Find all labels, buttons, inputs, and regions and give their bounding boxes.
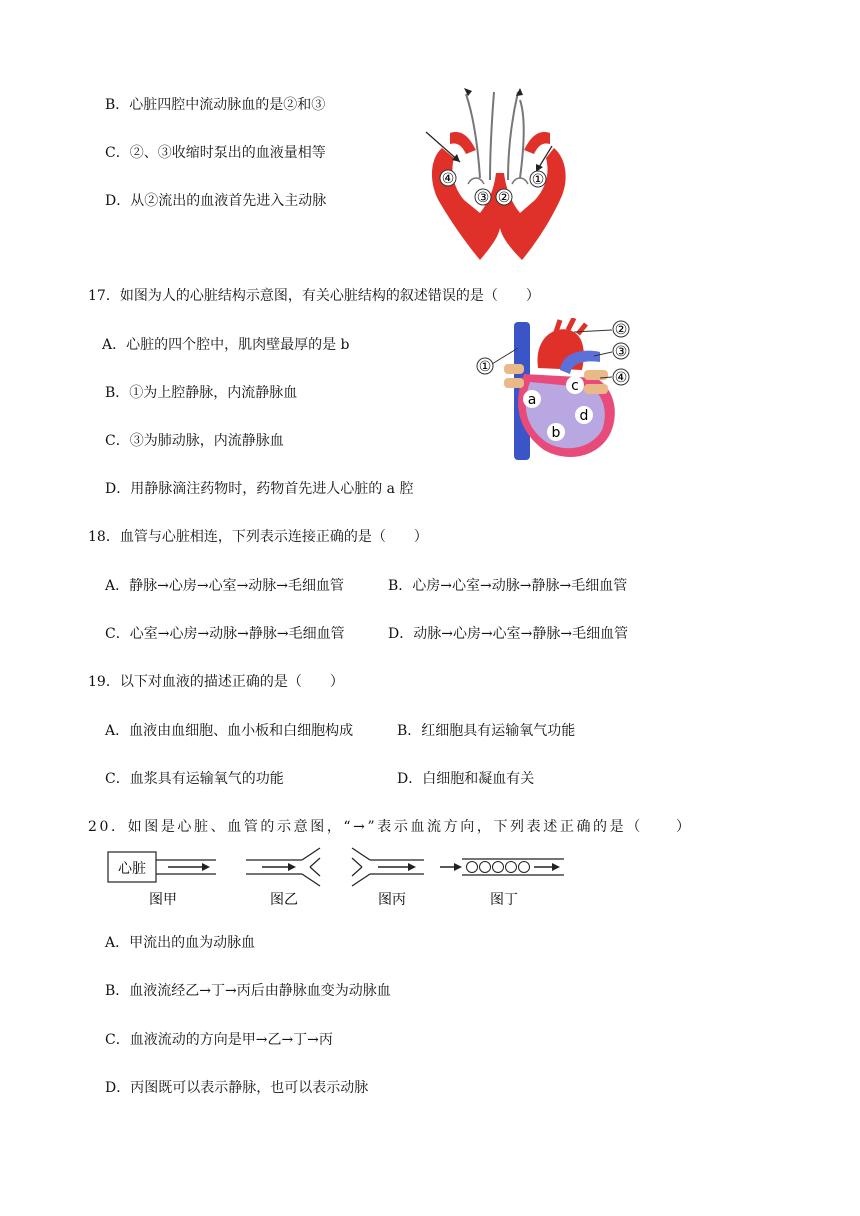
q16-label-3: ③ — [476, 190, 490, 206]
q19-stem: 19．以下对血液的描述正确的是（ ） — [88, 674, 344, 690]
q17-stem: 17．如图为人的心脏结构示意图，有关心脏结构的叙述错误的是（ ） — [88, 288, 540, 304]
q18-option-d: D．动脉→心房→心室→静脉→毛细血管 — [388, 626, 629, 642]
q16-option-b: B．心脏四腔中流动脉血的是②和③ — [105, 97, 326, 113]
q16-heart-figure — [420, 88, 580, 263]
q16-label-4: ④ — [441, 171, 455, 187]
q17-label-2: ② — [614, 322, 628, 338]
q18-stem: 18．血管与心脏相连，下列表示连接正确的是（ ） — [88, 529, 428, 545]
q20-stem: 20．如图是心脏、血管的示意图，“→”表示血流方向，下列表述正确的是（ ） — [88, 819, 693, 835]
q19-option-b: B．红细胞具有运输氧气功能 — [397, 723, 576, 739]
q17-option-b: B．①为上腔静脉，内流静脉血 — [105, 385, 298, 401]
q19-option-a: A．血液由血细胞、血小板和白细胞构成 — [105, 723, 354, 739]
q16-label-2: ② — [497, 190, 511, 206]
vessel-line-4 — [520, 100, 524, 178]
q16-option-c: C．②、③收缩时泵出的血液量相等 — [105, 145, 326, 161]
vessel-line-1 — [466, 94, 480, 178]
right-vessel-stub — [524, 132, 550, 154]
q20-option-d: D．丙图既可以表示静脉，也可以表示动脉 — [105, 1080, 369, 1096]
q16-option-d: D．从②流出的血液首先进入主动脉 — [105, 193, 327, 209]
q18-option-c: C．心室→心房→动脉→静脉→毛细血管 — [105, 626, 345, 642]
q17-option-c: C．③为肺动脉，内流静脉血 — [105, 433, 284, 449]
caption-ding: 图丁 — [490, 892, 518, 908]
q16-label-1: ① — [531, 172, 545, 188]
arrow-head-1 — [464, 88, 472, 96]
vessel-line-2 — [490, 92, 494, 180]
q17-chamber-a: a — [527, 392, 537, 408]
right-vessel-2 — [584, 384, 608, 394]
q17-heart-figure — [474, 318, 636, 464]
q17-chamber-d: d — [579, 408, 589, 424]
q20-option-b: B．血液流经乙→丁→丙后由静脉血变为动脉血 — [105, 983, 391, 999]
q17-label-3: ③ — [614, 344, 628, 360]
right-vessel-1 — [584, 370, 608, 380]
q20-option-c: C．血液流动的方向是甲→乙→丁→丙 — [105, 1032, 333, 1048]
caption-bing: 图丙 — [378, 892, 406, 908]
q17-chamber-b: b — [551, 425, 561, 441]
q17-option-d: D．用静脉滴注药物时，药物首先进人心脏的 a 腔 — [105, 481, 414, 497]
left-vessel-stub — [450, 132, 476, 154]
q20-vessel-figure — [106, 846, 576, 912]
caption-jia: 图甲 — [149, 892, 177, 908]
left-vessel-2 — [504, 378, 524, 388]
q17-option-a: A．心脏的四个腔中，肌肉壁最厚的是 b — [102, 337, 350, 353]
caption-yi: 图乙 — [270, 892, 298, 908]
q19-option-c: C．血浆具有运输氧气的功能 — [105, 771, 284, 787]
q17-label-4: ④ — [614, 370, 628, 386]
q20-option-a: A．甲流出的血为动脉血 — [105, 935, 256, 951]
q18-option-b: B．心房→心室→动脉→静脉→毛细血管 — [388, 578, 628, 594]
q18-option-a: A．静脉→心房→心室→动脉→毛细血管 — [105, 578, 345, 594]
q17-label-1: ① — [478, 359, 492, 375]
heart-box-label: 心脏 — [118, 861, 146, 877]
vessel-line-3 — [508, 92, 518, 180]
left-vessel-1 — [504, 364, 524, 374]
q19-option-d: D．白细胞和凝血有关 — [397, 771, 535, 787]
q17-chamber-c: c — [571, 378, 579, 394]
